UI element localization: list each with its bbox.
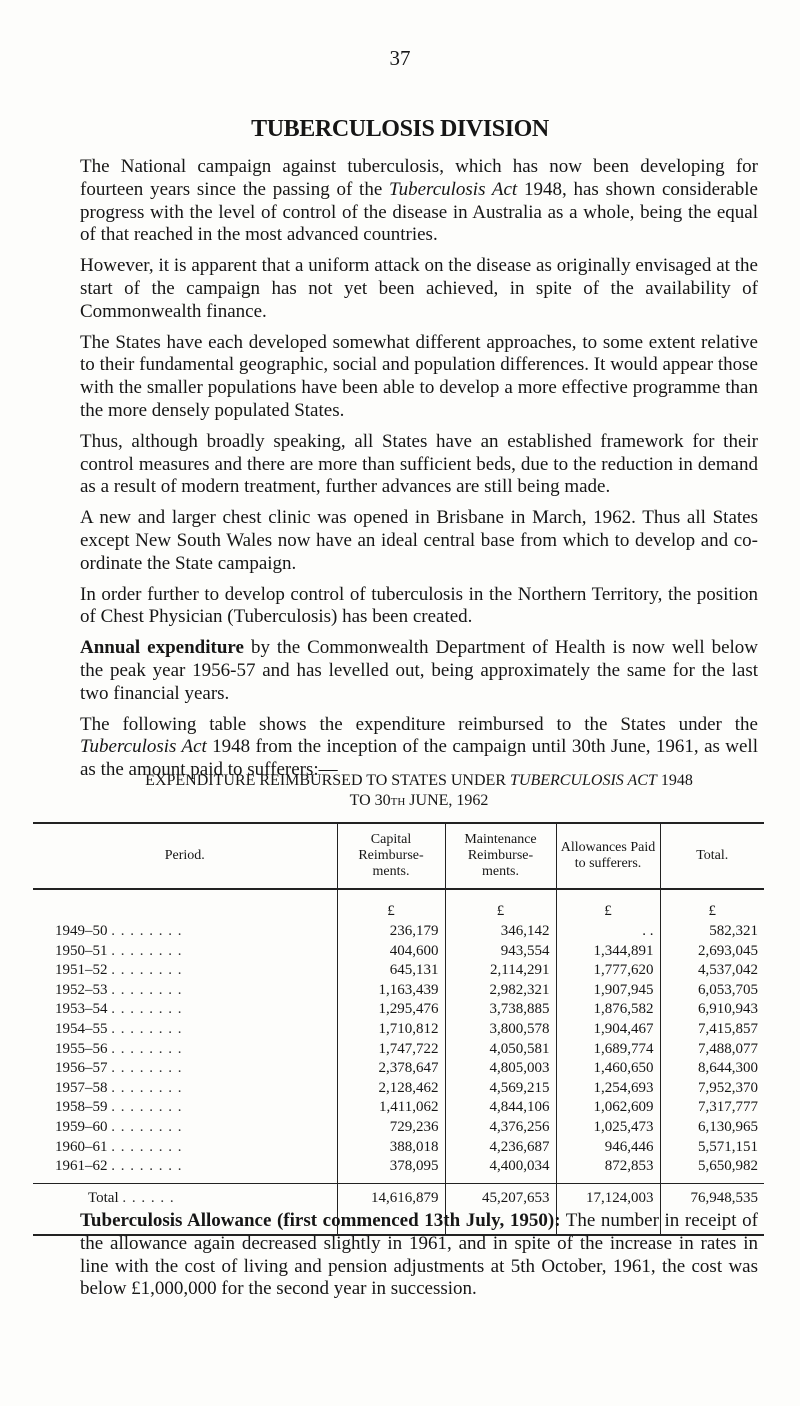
closing-paragraph: Tuberculosis Allowance (first commenced 13th July, 1950): The number in receipt of the allowance again decreased slightly in 1961, and in spite of the increase in rates in line with the cost of living and pension adjustments at 5th October, 1961, the cost was below £1,000,000 for the second year in succession. <box>80 1210 758 1300</box>
total-cell: 5,650,982 <box>660 1157 764 1183</box>
paragraph-7: Annual expenditure by the Commonwealth Department of Health is now well below the peak year 1956-57 and has levelled out, being approximately the same for the last two financial years. <box>80 637 759 704</box>
capital-cell: 729,236 <box>337 1118 445 1138</box>
paragraph-1: The National campaign against tuberculosis, which has now been developing for fourteen years since the passing of the Tuberculosis Act 1948, has shown considerable progress with the level of control of the disease in Australia as a whole, being the equal of that reached in the most advanced countries. <box>80 156 758 246</box>
capital-cell: 2,128,462 <box>337 1079 445 1099</box>
allowances-cell: 1,254,693 <box>556 1079 660 1099</box>
column-header-capital: Capital Reimburse- ments. <box>337 823 445 889</box>
maintenance-cell: 346,142 <box>445 922 556 942</box>
period-cell: 1950–51 . . . . . . . . <box>55 942 183 959</box>
table-header-row <box>33 823 764 889</box>
capital-cell: 1,411,062 <box>337 1098 445 1118</box>
period-cell: 1956–57 . . . . . . . . <box>55 1060 183 1077</box>
table-row <box>33 1118 764 1138</box>
capital-cell: 2,378,647 <box>337 1059 445 1079</box>
paragraph-6: In order further to develop control of tuberculosis in the Northern Territory, the position of Chest Physician (Tuberculosis) has been created. <box>80 583 758 628</box>
table-row <box>33 981 764 1001</box>
total-maintenance: 45,207,653 <box>445 1183 556 1235</box>
period-cell: 1961–62 . . . . . . . . <box>55 1158 183 1175</box>
total-cell: 8,644,300 <box>660 1059 764 1079</box>
total-cell: 582,321 <box>660 922 764 942</box>
allowances-cell: 1,025,473 <box>556 1118 660 1138</box>
period-cell: 1957–58 . . . . . . . . <box>55 1079 183 1096</box>
act-name: Tuberculosis Act <box>80 736 207 758</box>
maintenance-cell: 2,982,321 <box>445 981 556 1001</box>
maintenance-cell: 4,376,256 <box>445 1118 556 1138</box>
allowances-cell: 1,876,582 <box>556 1000 660 1020</box>
capital-cell: 645,131 <box>337 961 445 981</box>
capital-cell: 388,018 <box>337 1138 445 1158</box>
total-cell: 5,571,151 <box>660 1138 764 1158</box>
allowances-cell: 872,853 <box>556 1157 660 1183</box>
capital-cell: 1,295,476 <box>337 1000 445 1020</box>
maintenance-cell: 4,050,581 <box>445 1040 556 1060</box>
maintenance-cell: 943,554 <box>445 942 556 962</box>
table-row <box>33 1138 764 1158</box>
capital-cell: 1,710,812 <box>337 1020 445 1040</box>
maintenance-cell: 4,569,215 <box>445 1079 556 1099</box>
period-cell: 1955–56 . . . . . . . . <box>55 1040 183 1057</box>
period-cell: 1958–59 . . . . . . . . <box>55 1099 183 1116</box>
allowances-cell: 1,907,945 <box>556 981 660 1001</box>
capital-cell: 1,163,439 <box>337 981 445 1001</box>
allowances-cell: 1,689,774 <box>556 1040 660 1060</box>
total-cell: 6,910,943 <box>660 1000 764 1020</box>
period-cell: 1953–54 . . . . . . . . <box>55 1001 183 1018</box>
paragraph-8: The following table shows the expenditure reimbursed to the States under the Tuberculosis Act 1948 from the inception of the campaign until 30th June, 1961, as well as the amount paid to sufferers:— <box>80 713 758 781</box>
total-cell: 6,053,705 <box>660 981 764 1001</box>
total-cell: 7,488,077 <box>660 1040 764 1060</box>
maintenance-cell: 4,805,003 <box>445 1059 556 1079</box>
total-capital: 14,616,879 <box>337 1183 445 1235</box>
total-total: 76,948,535 <box>660 1183 764 1235</box>
paragraph-4: Thus, although broadly speaking, all States have an established framework for their control measures and there are more than sufficient beds, due to the reduction in demand as a result of modern treatment, further advances are still being made. <box>80 430 758 498</box>
table-row <box>33 961 764 981</box>
total-cell: 7,317,777 <box>660 1098 764 1118</box>
total-cell: 7,952,370 <box>660 1079 764 1099</box>
body-text <box>80 156 758 790</box>
capital-cell: 236,179 <box>337 922 445 942</box>
table-row <box>33 1000 764 1020</box>
period-cell: 1952–53 . . . . . . . . <box>55 981 183 998</box>
table-row <box>33 1059 764 1079</box>
capital-cell: 404,600 <box>337 942 445 962</box>
total-cell: 6,130,965 <box>660 1118 764 1138</box>
page-title: TUBERCULOSIS DIVISION <box>251 116 549 142</box>
maintenance-cell: 2,114,291 <box>445 961 556 981</box>
allowances-cell: 946,446 <box>556 1138 660 1158</box>
units-row: £ £ £ £ <box>33 889 764 922</box>
total-label: Total . . . . . . <box>33 1183 337 1235</box>
expenditure-table <box>33 822 764 1236</box>
column-header-total: Total. <box>660 823 764 889</box>
table-row <box>33 942 764 962</box>
capital-cell: 378,095 <box>337 1157 445 1183</box>
allowance-heading: Tuberculosis Allowance (first commenced 13th July, 1950): <box>80 1210 561 1231</box>
period-cell: 1959–60 . . . . . . . . <box>55 1118 183 1135</box>
total-cell: 2,693,045 <box>660 942 764 962</box>
period-cell: 1949–50 . . . . . . . . <box>55 923 183 939</box>
period-cell: 1951–52 . . . . . . . . <box>55 962 183 979</box>
total-cell: 7,415,857 <box>660 1020 764 1040</box>
maintenance-cell: 3,738,885 <box>445 1000 556 1020</box>
annual-expenditure-heading: Annual expenditure <box>80 637 244 659</box>
allowances-cell: 1,904,467 <box>556 1020 660 1040</box>
total-allowances: 17,124,003 <box>556 1183 660 1235</box>
allowances-cell: 1,062,609 <box>556 1098 660 1118</box>
table-row <box>33 1020 764 1040</box>
table-row <box>33 1157 764 1183</box>
table-row <box>33 922 764 942</box>
paragraph-5: A new and larger chest clinic was opened in Brisbane in March, 1962. Thus all States except New South Wales now have an ideal central base from which to develop and co-ordinate the State campaign. <box>80 507 758 574</box>
page-number: 37 <box>389 46 411 70</box>
maintenance-cell: 3,800,578 <box>445 1020 556 1040</box>
maintenance-cell: 4,844,106 <box>445 1098 556 1118</box>
act-name: Tuberculosis Act <box>389 178 518 200</box>
allowances-cell: 1,777,620 <box>556 961 660 981</box>
allowances-cell: 1,344,891 <box>556 942 660 962</box>
paragraph-2: However, it is apparent that a uniform attack on the disease as originally envisaged at the start of the campaign has not yet been achieved, in spite of the availability of Commonwealth finance. <box>80 255 758 322</box>
table-row <box>33 1098 764 1118</box>
allowances-cell: 1,460,650 <box>556 1059 660 1079</box>
table-row <box>33 1040 764 1060</box>
allowances-cell: . . <box>556 922 660 942</box>
paragraph-3: The States have each developed somewhat different approaches, to some extent relative to their fundamental geographic, social and population differences. It would appear those with the smaller populations have been able to develop a more effective programme than the more densely populated States. <box>80 331 758 421</box>
maintenance-cell: 4,400,034 <box>445 1157 556 1183</box>
maintenance-cell: 4,236,687 <box>445 1138 556 1158</box>
column-header-period: Period. <box>33 823 337 889</box>
period-cell: 1960–61 . . . . . . . . <box>55 1138 183 1155</box>
column-header-allowances: Allowances Paid to sufferers. <box>556 823 660 889</box>
table-row <box>33 1079 764 1099</box>
period-cell: 1954–55 . . . . . . . . <box>55 1020 183 1037</box>
capital-cell: 1,747,722 <box>337 1040 445 1060</box>
table-heading: EXPENDITURE REIMBURSED TO STATES UNDER TUBERCULOSIS ACT 1948 TO 30th JUNE, 1962 <box>145 772 693 809</box>
column-header-maintenance: Maintenance Reimburse- ments. <box>445 823 556 889</box>
total-cell: 4,537,042 <box>660 961 764 981</box>
